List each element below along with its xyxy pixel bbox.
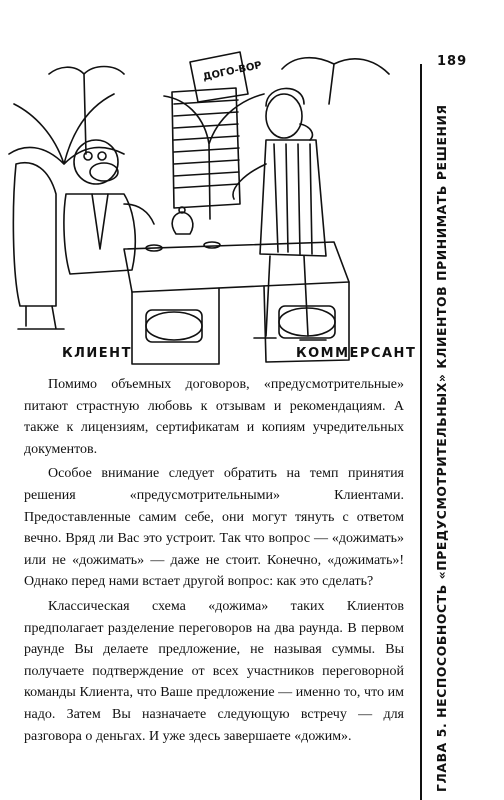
chapter-title: ГЛАВА 5. НЕСПОСОБНОСТЬ «ПРЕДУСМОТРИТЕЛЬНЫХ» КЛИЕНТОВ ПРИНИМАТЬ РЕШЕНИЯ [434, 104, 449, 792]
body-text [24, 374, 404, 750]
cartoon-drawing [4, 44, 400, 370]
cartoon-illustration [4, 44, 400, 370]
page-number: 189 [437, 54, 468, 69]
caption-merchant: КОММЕРСАНТ [296, 346, 417, 361]
paragraph: Классическая схема «дожима» таких Клиентов предполагает разделение переговоров на два раунда. В первом раунде Вы делаете предложение, не называя суммы. Вы получаете подтверждение от всех участников переговорной команды Клиента, что Ваше предложение — именно то, что им надо. Затем Вы назначаете следующую встречу — для разговора о деньгах. И уже здесь завершаете «дожим». [24, 598, 404, 744]
paragraph: Особое внимание следует обратить на темп принятия решения «предусмотрительными» Клиентами. Предоставленные самим себе, они могут тянуть с ответом вечно. Вряд ли Вас это устроит. Так что вопрос — «дожимать» или не «дожимать» — даже не стоит. Конечно, «дожимать»! Однако перед нами встает другой вопрос: как это сделать? [24, 466, 404, 590]
side-divider [420, 64, 422, 800]
paragraph: Помимо объемных договоров, «предусмотрительные» питают страстную любовь к отзывам и рекомендациям. А также к лицензиям, сертификатам и копиям учредительных документов. [24, 377, 404, 457]
caption-client: КЛИЕНТ [62, 346, 132, 361]
document-label: ДОГО-ВОР [201, 59, 263, 84]
